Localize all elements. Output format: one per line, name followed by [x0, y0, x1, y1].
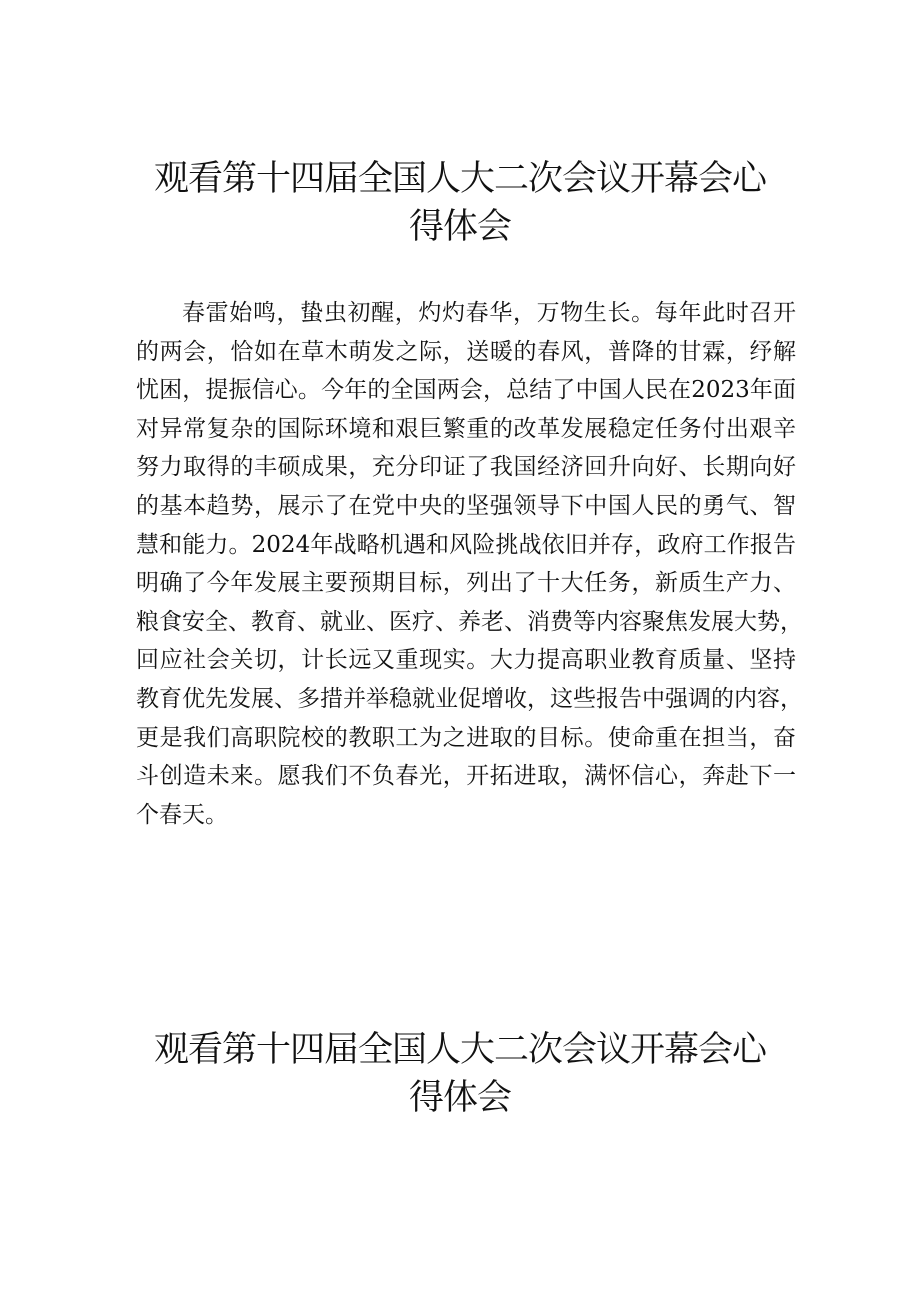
paragraph-line: 春雷始鸣，蛰虫初醒，灼灼春华，万物生长。每年此时召开 [182, 300, 796, 326]
title-line: 得体会 [408, 1078, 511, 1118]
paragraph-line: 忧困，提振信心。今年的全国两会，总结了中国人民在2023年面 [136, 377, 796, 404]
paragraph-line: 的基本趋势，展示了在党中央的坚强领导下中国人民的勇气、智 [136, 492, 796, 519]
paragraph-line: 对异常复杂的国际环境和艰巨繁重的改革发展稳定任务付出艰辛 [136, 415, 796, 442]
body-paragraph [136, 294, 803, 834]
paragraph-line: 慧和能力。2024年战略机遇和风险挑战依旧并存，政府工作报告 [136, 531, 796, 558]
title-line: 得体会 [408, 207, 511, 247]
document-title [120, 155, 800, 251]
paragraph-line: 明确了今年发展主要预期目标，列出了十大任务，新质生产力、 [136, 570, 796, 597]
paragraph-line: 个春天。 [136, 801, 228, 828]
paragraph-line: 回应社会关切，计长远又重现实。大力提高职业教育质量、坚持 [136, 647, 796, 674]
paragraph-line: 教育优先发展、多措并举稳就业促增收，这些报告中强调的内容， [136, 685, 803, 712]
paragraph-line: 斗创造未来。愿我们不负春光，开拓进取，满怀信心，奔赴下一 [136, 763, 796, 790]
document-title-repeat [120, 1026, 800, 1122]
title-line: 观看第十四届全国人大二次会议开幕会心 [153, 159, 766, 199]
paragraph-line: 更是我们高职院校的教职工为之进取的目标。使命重在担当，奋 [136, 724, 796, 751]
title-line: 观看第十四届全国人大二次会议开幕会心 [153, 1030, 766, 1070]
paragraph-line: 粮食安全、教育、就业、医疗、养老、消费等内容聚焦发展大势， [136, 608, 803, 635]
paragraph-line: 努力取得的丰硕成果，充分印证了我国经济回升向好、长期向好 [136, 454, 796, 481]
paragraph-line: 的两会，恰如在草木萌发之际，送暖的春风，普降的甘霖，纾解 [136, 338, 796, 365]
